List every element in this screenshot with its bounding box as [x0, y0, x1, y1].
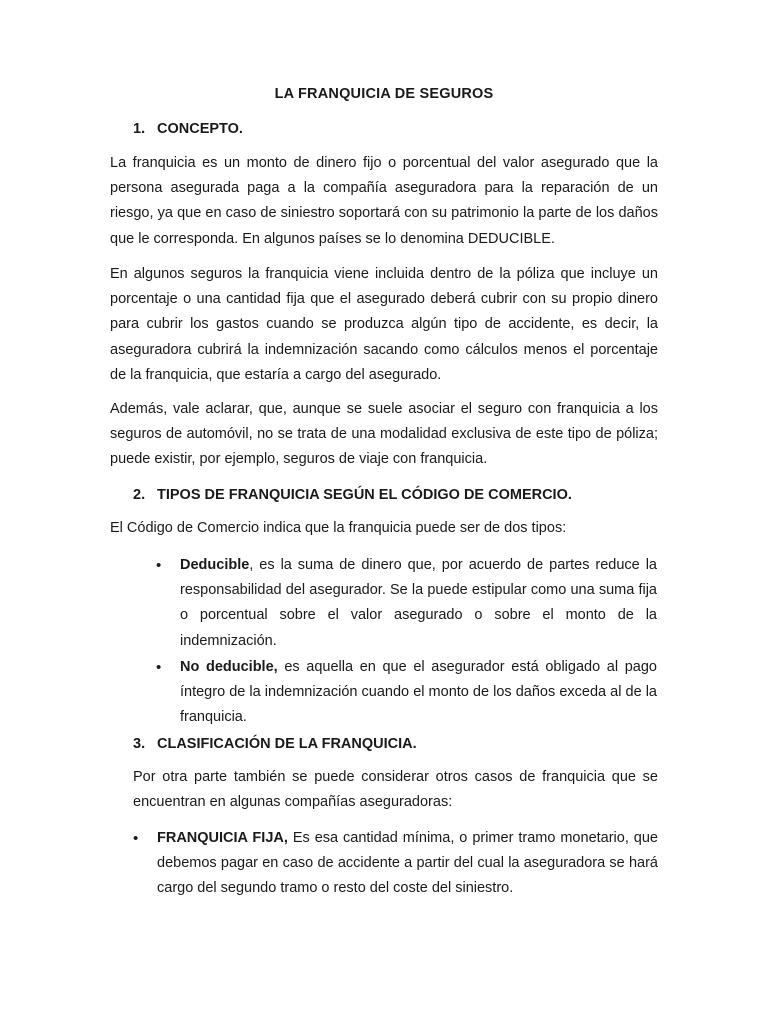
list-item-no-deducible: [156, 655, 657, 731]
bullet-marker: •: [133, 830, 139, 847]
page-title: LA FRANQUICIA DE SEGUROS: [274, 86, 494, 102]
bullet-marker: •: [156, 659, 162, 676]
bullet-text: Es esa cantidad mínima, o primer tramo monetario, que debemos pagar en caso de accidente a partir del cual la aseguradora se hará cargo del segundo tramo o resto del coste del siniestro.: [157, 830, 659, 897]
bullet-term: No deducible,: [180, 659, 278, 675]
paragraph-concepto-3: Además, vale aclarar, que, aunque se suele asociar el seguro con franquicia a los seguros de automóvil, no se trata de una modalidad exclusiva de este tipo de póliza; puede existir, por ejemplo, seguros de viaje con franquicia.: [110, 401, 658, 468]
section-title: CONCEPTO.: [157, 121, 243, 137]
section-heading-concepto: [133, 121, 243, 137]
section-number: 2.: [133, 487, 146, 503]
paragraph-clasificacion-intro: Por otra parte también se puede considerar otros casos de franquicia que se encuentran en algunas compañías aseguradoras:: [133, 769, 658, 811]
section-title: TIPOS DE FRANQUICIA SEGÚN EL CÓDIGO DE COMERCIO.: [157, 487, 572, 503]
list-item-franquicia-fija: [133, 826, 659, 902]
bullet-term: FRANQUICIA FIJA,: [157, 830, 288, 846]
bullet-text: es aquella en que el asegurador está obligado al pago íntegro de la indemnización cuando el monto de los daños exceda al de la franquicia.: [180, 659, 657, 726]
bullet-marker: •: [156, 557, 162, 574]
section-heading-clasificacion: [133, 736, 417, 752]
section-number: 3.: [133, 736, 146, 752]
bullet-term: Deducible: [180, 557, 250, 573]
list-item-deducible: [156, 553, 657, 654]
section-heading-tipos: [133, 487, 572, 503]
section-number: 1.: [133, 121, 146, 137]
bullet-text: , es la suma de dinero que, por acuerdo de partes reduce la responsabilidad del asegurador. Se la puede estipular como una suma fija o porcentual sobre el valor asegurado o sobre el monto de la indemnización.: [180, 557, 657, 649]
paragraph-tipos-intro: El Código de Comercio indica que la franquicia puede ser de dos tipos:: [110, 520, 567, 536]
section-title: CLASIFICACIÓN DE LA FRANQUICIA.: [157, 736, 417, 752]
paragraph-concepto-1: La franquicia es un monto de dinero fijo o porcentual del valor asegurado que la persona asegurada paga a la compañía aseguradora para la reparación de un riesgo, ya que en caso de siniestro soportará con su patrimonio la parte de los daños que le corresponda. En algunos países se lo denomina DEDUCIBLE.: [110, 155, 658, 247]
paragraph-concepto-2: En algunos seguros la franquicia viene incluida dentro de la póliza que incluye un porcentaje o una cantidad fija que el asegurado deberá cubrir con su propio dinero para cubrir los gastos cuando se produzca algún tipo de accidente, es decir, la aseguradora cubrirá la indemnización sacando como cálculos menos el porcentaje de la franquicia, que estaría a cargo del asegurado.: [110, 266, 658, 383]
